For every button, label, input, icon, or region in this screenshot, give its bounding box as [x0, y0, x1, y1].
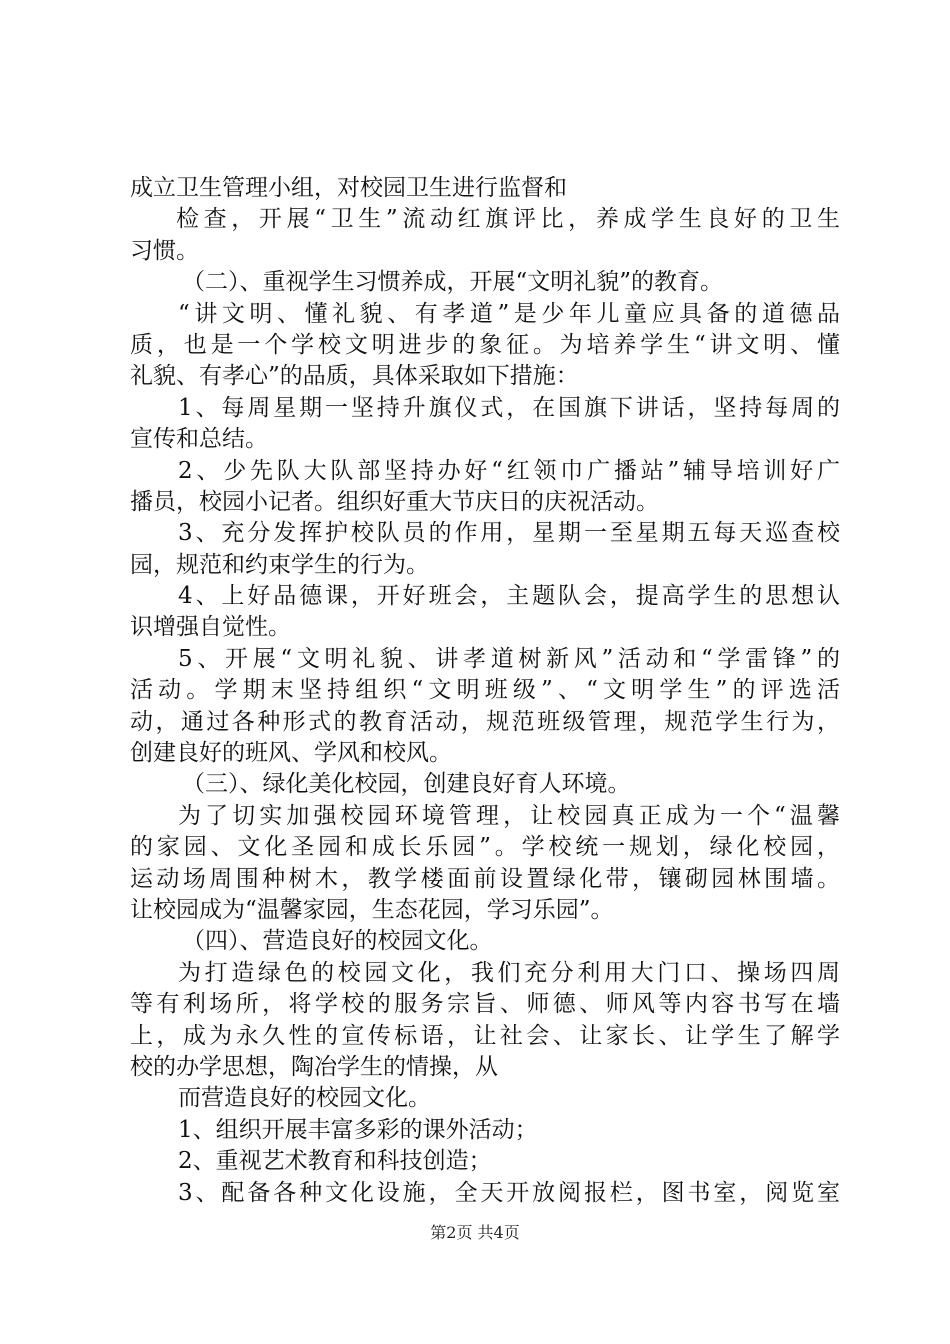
text-line: 宣传和总结。 [130, 426, 268, 453]
section-heading: （三）、绿化美化校园，创建良好育人环境。 [182, 771, 631, 798]
text-line: 为打造绿色的校园文化，我们充分利用大门口、操场四周 [178, 959, 840, 986]
text-line: 礼貌、有孝心”的品质，具体采取如下措施： [130, 363, 579, 390]
text-line: 创建良好的班风、学风和校风。 [130, 740, 452, 767]
text-line: 1、每周星期一坚持升旗仪式，在国旗下讲话，坚持每周的 [178, 394, 840, 421]
text-line: 的家园、文化圣园和成长乐园”。学校统一规划，绿化校园， [130, 834, 840, 861]
text-line: 5、开展“文明礼貌、讲孝道树新风”活动和“学雷锋”的 [178, 645, 840, 672]
text-line: 习惯。 [130, 237, 199, 264]
text-line: 运动场周围种树木，教学楼面前设置绿化带，镶砌园林围墙。 [130, 865, 840, 892]
page-number: 第2页 共4页 [430, 1223, 520, 1242]
text-line: 为了切实加强校园环境管理，让校园真正成为一个“温馨 [178, 802, 840, 829]
text-line: 4、上好品德课，开好班会，主题队会，提高学生的思想认 [178, 583, 840, 610]
text-line: 而营造良好的校园文化。 [178, 1085, 431, 1112]
text-line: 播员，校园小记者。组织好重大节庆日的庆祝活动。 [130, 488, 659, 515]
text-line: “讲文明、懂礼貌、有孝道”是少年儿童应具备的道德品 [178, 300, 840, 327]
text-line: 上，成为永久性的宣传标语，让社会、让家长、让学生了解学 [130, 1022, 840, 1049]
section-heading: （二）、重视学生习惯养成，开展“文明礼貌”的教育。 [182, 269, 724, 296]
text-line: 动，通过各种形式的教育活动，规范班级管理，规范学生行为， [130, 708, 840, 735]
text-line: 检查，开展“卫生”流动红旗评比，养成学生良好的卫生 [176, 206, 840, 233]
section-heading: （四）、营造良好的校园文化。 [182, 928, 493, 955]
list-item: 2、重视艺术教育和科技创造； [178, 1148, 492, 1175]
text-line: 2、少先队大队部坚持办好“红领巾广播站”辅导培训好广 [178, 457, 840, 484]
text-line: 等有利场所，将学校的服务宗旨、师德、师风等内容书写在墙 [130, 991, 840, 1018]
text-line: 校的办学思想，陶冶学生的情操，从 [130, 1053, 498, 1080]
text-line: 成立卫生管理小组，对校园卫生进行监督和 [130, 175, 567, 201]
text-line: 质，也是一个学校文明进步的象征。为培养学生“讲文明、懂 [130, 331, 840, 358]
list-item: 3、配备各种文化设施，全天开放阅报栏，图书室，阅览室 [178, 1179, 840, 1206]
text-line: 让校园成为“温馨家园，生态花园，学习乐园”。 [130, 896, 614, 923]
text-line: 活动。学期末坚持组织“文明班级”、“文明学生”的评选活 [130, 677, 840, 704]
list-item: 1、组织开展丰富多彩的课外活动； [178, 1116, 538, 1143]
document-body [130, 173, 840, 1209]
text-line: 3、充分发挥护校队员的作用，星期一至星期五每天巡查校 [178, 520, 840, 547]
text-line: 识增强自觉性。 [130, 614, 291, 641]
text-line: 园，规范和约束学生的行为。 [130, 551, 429, 578]
